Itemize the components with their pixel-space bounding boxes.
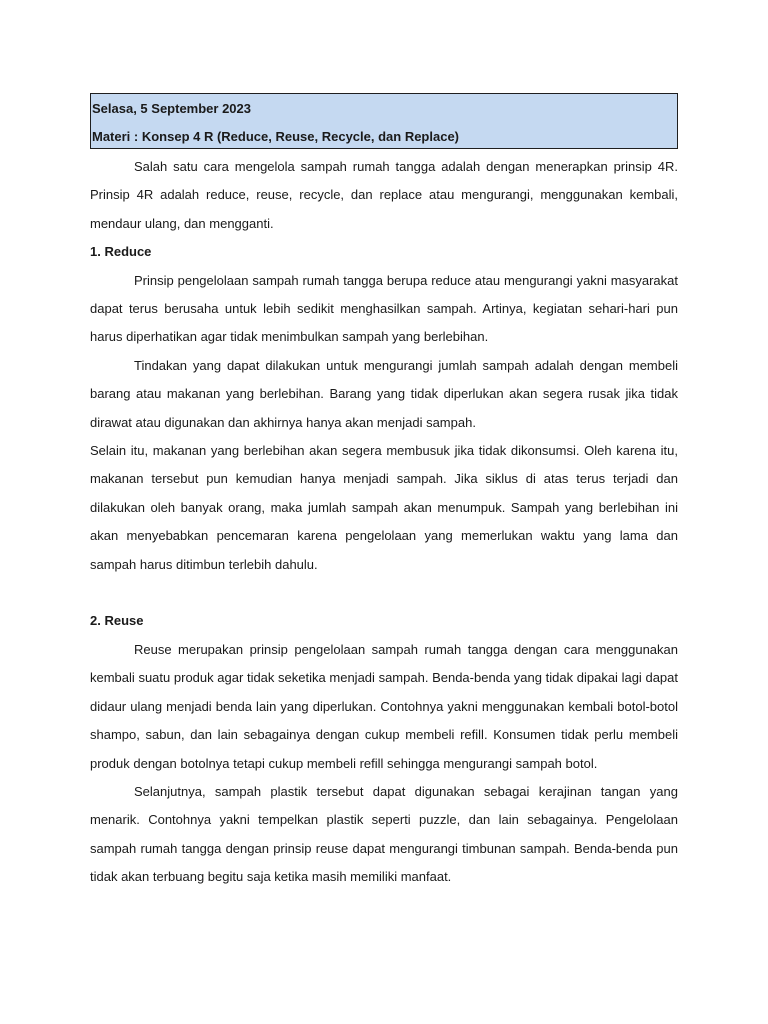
- reuse-paragraph-2: Selanjutnya, sampah plastik tersebut dapat digunakan sebagai kerajinan tangan yang menarik. Contohnya yakni tempelkan plastik seperti puzzle, dan lain sebagainya. Pengelolaan sampah rumah tangga dengan prinsip reuse dapat mengurangi timbunan sampah. Benda-benda pun tidak akan terbuang begitu saja ketika masih memiliki manfaat.: [90, 783, 678, 885]
- reduce-paragraph-1: Prinsip pengelolaan sampah rumah tangga berupa reduce atau mengurangi yakni masyarakat dapat terus berusaha untuk lebih sedikit menghasilkan sampah. Artinya, kegiatan sehari-hari pun harus diperhatikan agar tidak menimbulkan sampah yang berlebihan.: [90, 272, 678, 345]
- topic-line: Materi : Konsep 4 R (Reduce, Reuse, Recycle, dan Replace): [92, 129, 460, 144]
- intro-paragraph: Salah satu cara mengelola sampah rumah tangga adalah dengan menerapkan prinsip 4R. Prinsip 4R adalah reduce, reuse, recycle, dan replace atau mengurangi, menggunakan kembali, mendaur ulang, dan mengganti.: [90, 159, 678, 231]
- section-heading-reduce: 1. Reduce: [90, 244, 152, 260]
- date-line: Selasa, 5 September 2023: [92, 101, 251, 116]
- document-page: [90, 93, 678, 892]
- reuse-paragraph-1: Reuse merupakan prinsip pengelolaan sampah rumah tangga dengan cara menggunakan kembali suatu produk agar tidak seketika menjadi sampah. Benda-benda yang tidak dipakai lagi dapat didaur ulang menjadi benda lain yang diperlukan. Contohnya yakni menggunakan kembali botol-botol shampo, sabun, dan lain sebagainya dengan cukup membeli refill. Konsumen tidak perlu membeli produk dengan botolnya tetapi cukup membeli refill sehingga mengurangi sampah botol.: [90, 641, 678, 771]
- section-spacer: [90, 579, 678, 607]
- section-heading-reuse: 2. Reuse: [90, 613, 144, 629]
- header-box: [90, 93, 678, 149]
- reduce-paragraph-3: Selain itu, makanan yang berlebihan akan segera membusuk jika tidak dikonsumsi. Oleh karena itu, makanan tersebut pun kemudian hanya menjadi sampah. Jika siklus di atas terus terjadi dan dilakukan oleh banyak orang, maka jumlah sampah akan menumpuk. Sampah yang berlebihan ini akan menyebabkan pencemaran karena pengelolaan yang memerlukan waktu yang lama dan sampah harus ditimbun terlebih dahulu.: [90, 443, 678, 572]
- document-body: [90, 153, 678, 892]
- reduce-paragraph-2: Tindakan yang dapat dilakukan untuk mengurangi jumlah sampah adalah dengan membeli barang atau makanan yang berlebihan. Barang yang tidak diperlukan akan segera rusak jika tidak dirawat atau digunakan dan akhirnya hanya akan menjadi sampah.: [90, 357, 678, 430]
